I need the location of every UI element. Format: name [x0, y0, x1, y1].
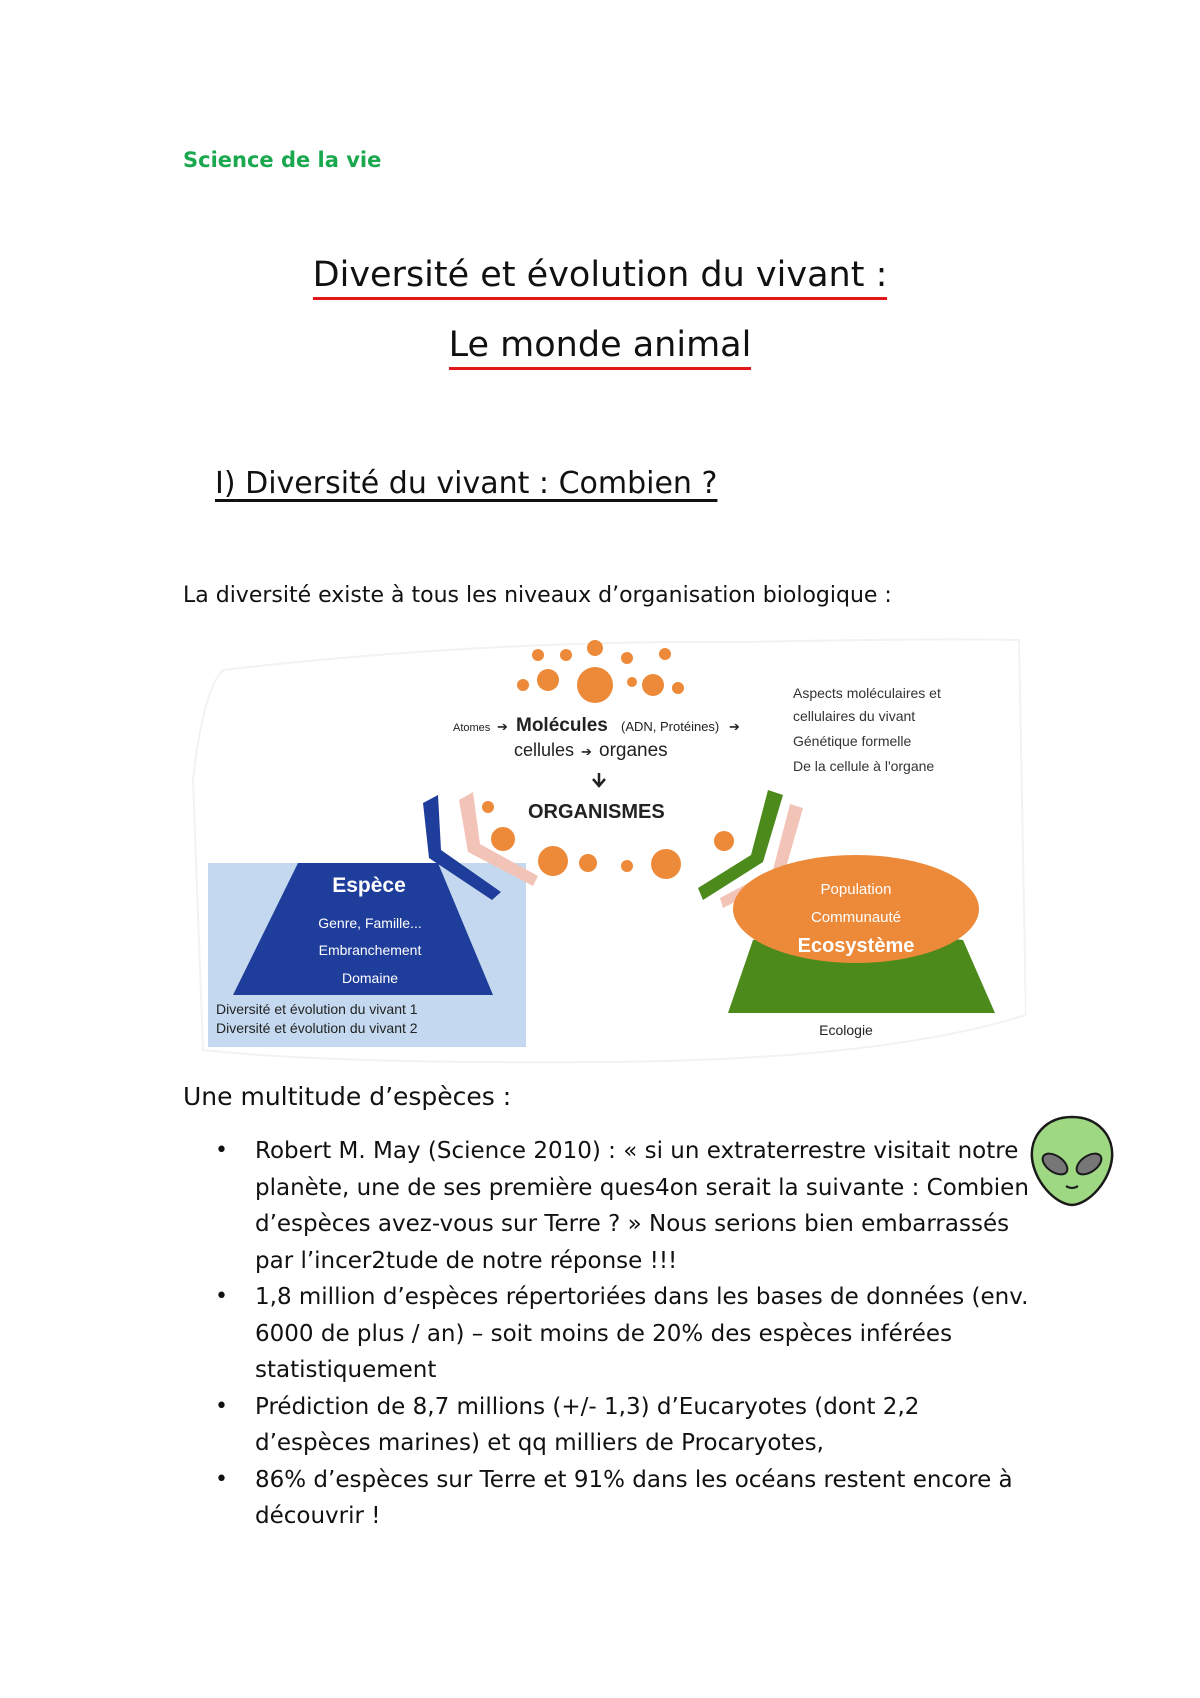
list-item: • Prédiction de 8,7 millions (+/- 1,3) d’Eucaryotes (dont 2,2 d’espèces marines) et qq milliers de Procaryotes, [215, 1389, 1035, 1462]
arrow-right-icon: ➔ [497, 719, 508, 734]
bullet-icon: • [215, 1138, 228, 1163]
bullet-icon: • [215, 1393, 228, 1419]
section-heading [215, 466, 717, 501]
ecosystem-footer: Ecologie [819, 1022, 873, 1038]
note-line: cellulaires du vivant [793, 708, 916, 724]
section-title: Diversité du vivant : Combien ? [235, 466, 718, 501]
level-cellules: cellules [514, 740, 575, 760]
ecosystem-item: Population [820, 881, 892, 898]
species-heading: Une multitude d’espèces : [183, 1082, 512, 1111]
bullet-icon: • [215, 1284, 228, 1309]
bullet-icon: • [215, 1466, 228, 1492]
level-organes: organes [599, 740, 668, 761]
page-subtitle: Le monde animal [0, 325, 1200, 365]
species-title: Espèce [332, 874, 406, 897]
species-facts-list [215, 1133, 1035, 1535]
species-footer: Diversité et évolution du vivant 1 [216, 1001, 418, 1017]
species-item: Genre, Famille... [318, 915, 422, 931]
arrow-right-icon: ➔ [581, 744, 592, 759]
level-atomes: Atomes [453, 722, 491, 734]
level-molecules: Molécules [516, 715, 608, 736]
note-line: Génétique formelle [793, 733, 912, 749]
level-organismes: ORGANISMES [528, 801, 665, 823]
organisation-levels-diagram [183, 630, 1026, 1065]
page-title: Diversité et évolution du vivant : [0, 255, 1200, 295]
species-footer: Diversité et évolution du vivant 2 [216, 1020, 418, 1036]
note-line: Aspects moléculaires et [793, 685, 941, 701]
intro-text: La diversité existe à tous les niveaux d’organisation biologique : [183, 583, 892, 608]
list-item: • 1,8 million d’espèces répertoriées dans les bases de données (env. 6000 de plus / an) – soit moins de 20% des espèces inférées statistiquement [215, 1279, 1035, 1389]
ecosystem-item: Communauté [810, 909, 902, 926]
list-item: • Robert M. May (Science 2010) : « si un extraterrestre visitait notre planète, une de ses première ques4on serait la suivante : Combien d’espèces avez-vous sur Terre ? » Nous serions bien embarrassés par l’incer2tude de notre réponse !!! [215, 1133, 1035, 1279]
note-line: De la cellule à l'organe [793, 758, 935, 774]
list-item: • 86% d’espèces sur Terre et 91% dans les océans restent encore à découvrir ! [215, 1462, 1035, 1535]
species-item: Embranchement [318, 942, 422, 958]
section-number: I) [215, 466, 236, 501]
level-molecules-detail: (ADN, Protéines) [621, 719, 720, 734]
alien-face-icon [1028, 1114, 1116, 1208]
arrow-right-icon: ➔ [729, 719, 740, 734]
subject-label: Science de la vie [183, 148, 382, 172]
species-item: Domaine [341, 970, 399, 986]
ecosystem-title: Ecosystème [797, 935, 915, 957]
